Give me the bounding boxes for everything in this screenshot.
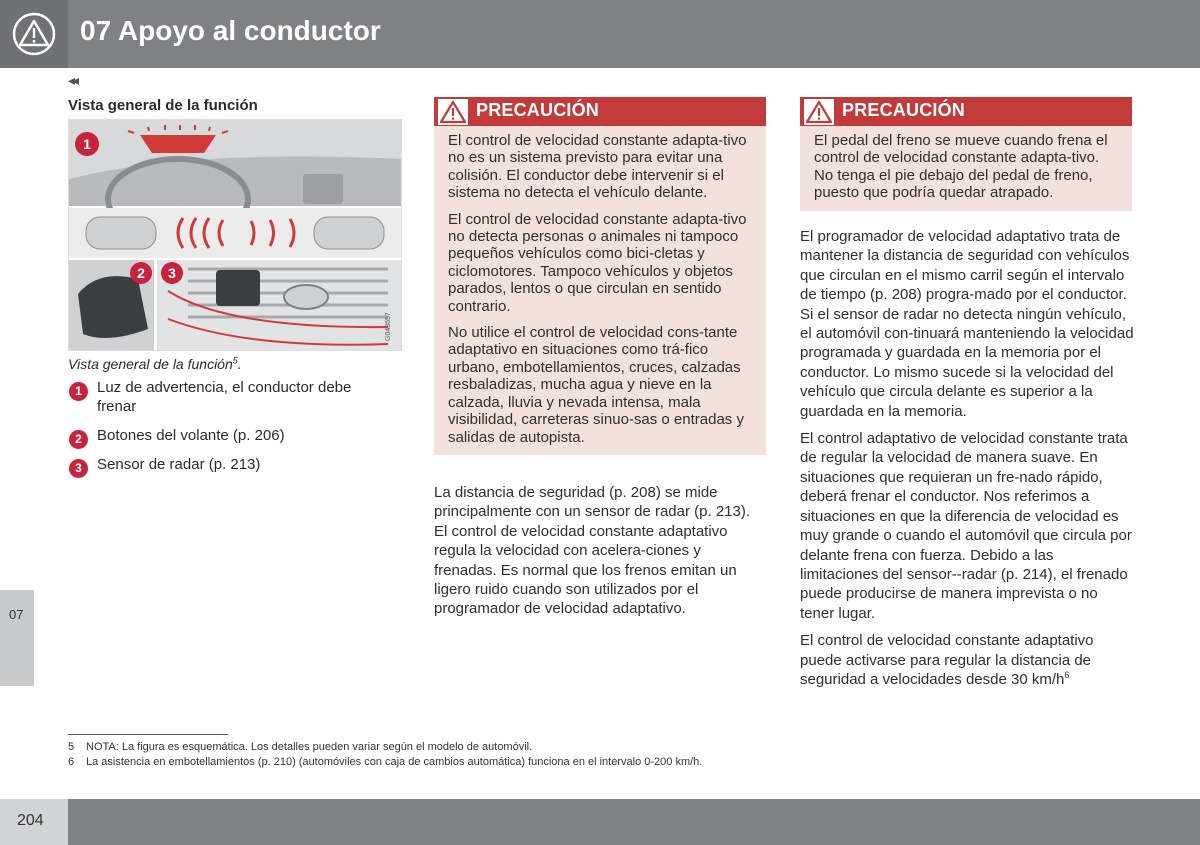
callout-3 — [161, 262, 183, 284]
body-paragraph: El programador de velocidad adaptativo trata de mantener la distancia de seguridad con vehículos que circulan en el mismo carril según el intervalo de tiempo (p. 208) progra-mado por el conductor. Si el sensor de radar no detecta ningún vehículo, el automóvil con-tinuará manteniendo la velocidad programada y guardada en la memoria por el conductor. Lo mismo sucede si la velocidad del vehículo que circula delante es superior a la guardada en la memoria. — [800, 228, 1134, 420]
caution-paragraph: El control de velocidad constante adapta-tivo no detecta personas o animales ni tampoco pequeños vehículos como bici-cletas y ciclomotores. Tampoco vehículos y objetos parados, lentos o que circulan en sentido contrario. — [448, 210, 747, 315]
caution-box-2 — [800, 97, 1132, 211]
body-paragraph: El control de velocidad constante adaptativo puede activarse para regular la distancia de seguridad a velocidades desde 30 $km/h^6$ — [800, 632, 1094, 688]
figure-caption: Vista general de la función$^5$. — [68, 355, 242, 372]
caution-body — [800, 126, 1132, 211]
right-body-text — [800, 227, 1134, 697]
body-paragraph: La distancia de seguridad (p. 208) se mide principalmente con un sensor de radar (p. 213). El control de velocidad constante adaptativo regula la velocidad con acelera-ciones y frenadas. Es normal que los frenos emitan un ligero ruido cuando son utilizados por el programador de velocidad adaptativo. — [434, 484, 751, 618]
caution-label: PRECAUCIÓN — [476, 100, 600, 120]
figure-legend — [68, 378, 388, 484]
legend-number: 2 — [69, 430, 88, 449]
caution-header — [434, 97, 766, 126]
svg-text:1: 1 — [83, 136, 91, 152]
caution-header — [800, 97, 1132, 126]
footnote-divider — [68, 734, 228, 735]
svg-text:2: 2 — [137, 265, 145, 281]
side-tab-label: 07 — [9, 607, 24, 622]
footnote: 5 NOTA: La figura es esquemática. Los detalles pueden variar según el modelo de automóvil. — [68, 741, 533, 753]
chapter-title: 07 Apoyo al conductor — [80, 15, 381, 46]
warning-triangle-icon — [12, 12, 56, 56]
caution-paragraph: El pedal del freno se mueve cuando frena el control de velocidad constante adapta-tivo. No tenga el pie debajo del pedal de freno, puesto que podría quedar atrapado. — [814, 132, 1108, 202]
caution-body — [434, 126, 766, 455]
footnote: 6 La asistencia en embotellamientos (p. 210) (automóviles con caja de cambios automática) funciona en el intervalo 0-200 km/h. — [68, 756, 703, 768]
caption-footnote-ref: 5 — [232, 355, 238, 366]
legend-item — [68, 426, 388, 445]
overview-heading-block — [68, 96, 402, 116]
chapter-side-tab — [0, 590, 34, 686]
legend-text: Botones del volante (p. 206) — [97, 427, 285, 444]
overview-illustration — [68, 119, 402, 351]
svg-text:3: 3 — [168, 265, 176, 281]
middle-body-text — [434, 483, 762, 627]
page-footer — [0, 799, 1200, 845]
function-overview-figure — [68, 119, 402, 351]
caution-paragraph: El control de velocidad constante adapta-tivo no es un sistema previsto para evitar una colisión. El conductor debe intervenir si el sistema no detecta el vehículo delante. — [448, 132, 747, 202]
back-nav-arrows[interactable]: ◂◂ — [68, 72, 77, 88]
legend-item — [68, 455, 388, 474]
legend-text: Luz de advertencia, el conductor debe frenar — [97, 379, 352, 415]
callout-1 — [75, 132, 99, 156]
body-paragraph: El control adaptativo de velocidad constante trata de regular la velocidad de manera suave. En situaciones que requieran un fre-nado rápido, deberá frenar el conductor. Nos referimos a situaciones en que la diferencia de velocidad es muy grande o cuando el automóvil que circula por delante frena con fuerza. Debido a las limitaciones del sensor--radar (p. 214), el frenado puede producirse de manera imprevista o no tener lugar. — [800, 430, 1132, 622]
legend-text: Sensor de radar (p. 213) — [97, 456, 261, 473]
callout-2 — [130, 262, 152, 284]
page-number: 204 — [17, 812, 44, 829]
legend-item — [68, 378, 388, 416]
figure-code: G043657 — [385, 312, 392, 341]
header-icon-box — [0, 0, 68, 68]
legend-number: 3 — [69, 459, 88, 478]
caution-box-1 — [434, 97, 766, 455]
section-heading: Vista general de la función — [68, 97, 258, 114]
caution-paragraph: No utilice el control de velocidad cons-tante adaptativo en situaciones como trá-fico urbano, embotellamientos, cruces, calzadas resbaladizas, mucha agua y nieve en la calzada, lluvia y nevada intensa, mala visibilidad, carreteras sinuo-sas o entradas y salidas de autopista. — [448, 324, 744, 446]
footnote-ref: 6 — [1064, 669, 1070, 680]
legend-number: 1 — [69, 382, 88, 401]
caution-label: PRECAUCIÓN — [842, 100, 966, 120]
warning-icon — [804, 99, 834, 125]
warning-icon — [438, 99, 468, 125]
